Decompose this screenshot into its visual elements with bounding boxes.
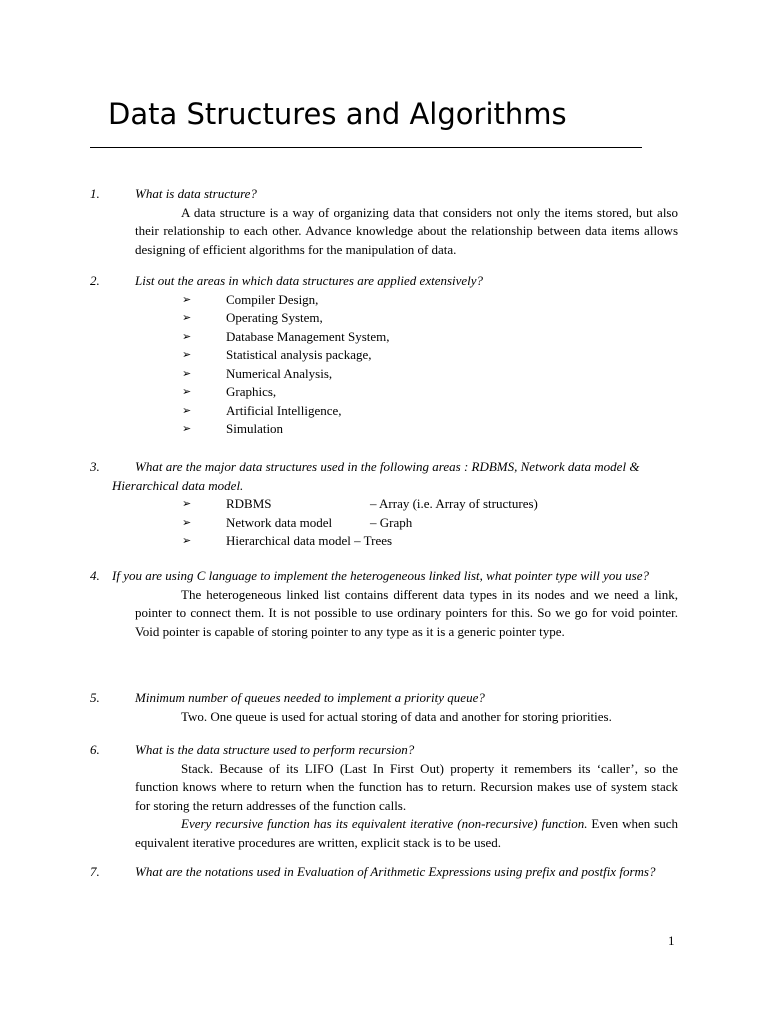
question-text: List out the areas in which data structures are applied extensively?: [135, 273, 484, 288]
arrow-bullet-icon: ➢: [182, 515, 192, 529]
arrow-bullet-icon: ➢: [182, 329, 192, 343]
answer: [90, 204, 678, 260]
answer: [90, 708, 678, 727]
list-item: ➢ Numerical Analysis,: [90, 365, 678, 384]
question-number: 4.: [90, 568, 100, 583]
page-number: 1: [668, 933, 675, 948]
list-item: ➢ Statistical analysis package,: [90, 346, 678, 365]
question-3: [90, 458, 678, 551]
arrow-bullet-icon: ➢: [182, 292, 192, 306]
answer-text-emphasis: Every recursive function has its equivalent iterative (non-recursive) function. Even when such equivalent iterative procedures are written, explicit stack is to be used.: [135, 816, 679, 850]
question-number: 1.: [90, 186, 100, 201]
question-number: 7.: [90, 864, 100, 879]
list-item: ➢ Network data model – Graph: [90, 514, 678, 533]
list-item: ➢ Graphics,: [90, 383, 678, 402]
arrow-bullet-icon: ➢: [182, 497, 192, 510]
arrow-bullet-icon: ➢: [182, 422, 192, 435]
question-number: 5.: [90, 690, 100, 705]
list-item: ➢ RDBMS – Array (i.e. Array of structures): [90, 495, 678, 514]
list-item: ➢ Database Management System,: [90, 328, 678, 347]
list-item: ➢ Compiler Design,: [90, 291, 678, 310]
question-5: [90, 689, 678, 726]
question-text: What are the notations used in Evaluation of Arithmetic Expressions using prefix and postfix forms?: [135, 864, 656, 879]
title-block: [108, 96, 648, 148]
title-underline: [90, 147, 642, 148]
arrow-bullet-icon: ➢: [182, 403, 192, 417]
document-title: Data Structures and Algorithms: [108, 97, 567, 131]
list-item: ➢ Operating System,: [90, 309, 678, 328]
answer: [90, 760, 678, 853]
arrow-bullet-icon: ➢: [182, 385, 192, 398]
question-2: [90, 272, 678, 439]
question-number: 2.: [90, 273, 100, 288]
arrow-bullet-icon: ➢: [182, 348, 192, 361]
answer: [90, 586, 678, 642]
arrow-bullet-icon: ➢: [182, 534, 192, 547]
answer-text: Two. One queue is used for actual storing of data and another for storing priorities.: [181, 708, 612, 724]
question-text: What are the major data structures used in the following areas : RDBMS, Network data model & Hierarchical data model.: [112, 459, 640, 493]
arrow-bullet-icon: ➢: [182, 311, 192, 324]
bullet-list: [90, 495, 678, 551]
question-6: [90, 741, 678, 852]
list-item: ➢ Hierarchical data model – Trees: [90, 532, 678, 551]
question-text: What is data structure?: [135, 186, 257, 201]
question-1: [90, 185, 678, 259]
answer-text: The heterogeneous linked list contains different data types in its nodes and we need a link, pointer to connect them. It is not possible to use ordinary pointers for this. So we go for void pointer. Void pointer is capable of storing pointer to any type as it is a generic pointer type.: [135, 586, 678, 639]
list-item: ➢ Simulation: [90, 420, 678, 439]
question-text: What is the data structure used to perform recursion?: [135, 742, 415, 757]
answer-text: Stack. Because of its LIFO (Last In First Out) property it remembers its ‘caller’, so the function knows where to return when the function has to return. Recursion makes use of system stack for storing the return addresses of the function calls.: [135, 760, 678, 813]
list-item: ➢ Artificial Intelligence,: [90, 402, 678, 421]
question-4: [90, 567, 678, 641]
bullet-list: [90, 291, 678, 439]
question-number: 3.: [90, 459, 100, 474]
question-number: 6.: [90, 742, 100, 757]
question-7: [90, 863, 678, 882]
question-text: Minimum number of queues needed to implement a priority queue?: [135, 690, 485, 705]
arrow-bullet-icon: ➢: [182, 366, 192, 380]
answer-text: A data structure is a way of organizing data that considers not only the items stored, but also their relationship to each other. Advance knowledge about the relationship between data items allows designing of efficient algorithms for the manipulation of data.: [135, 204, 678, 257]
question-text: If you are using C language to implement the heterogeneous linked list, what pointer type will you use?: [112, 568, 650, 583]
